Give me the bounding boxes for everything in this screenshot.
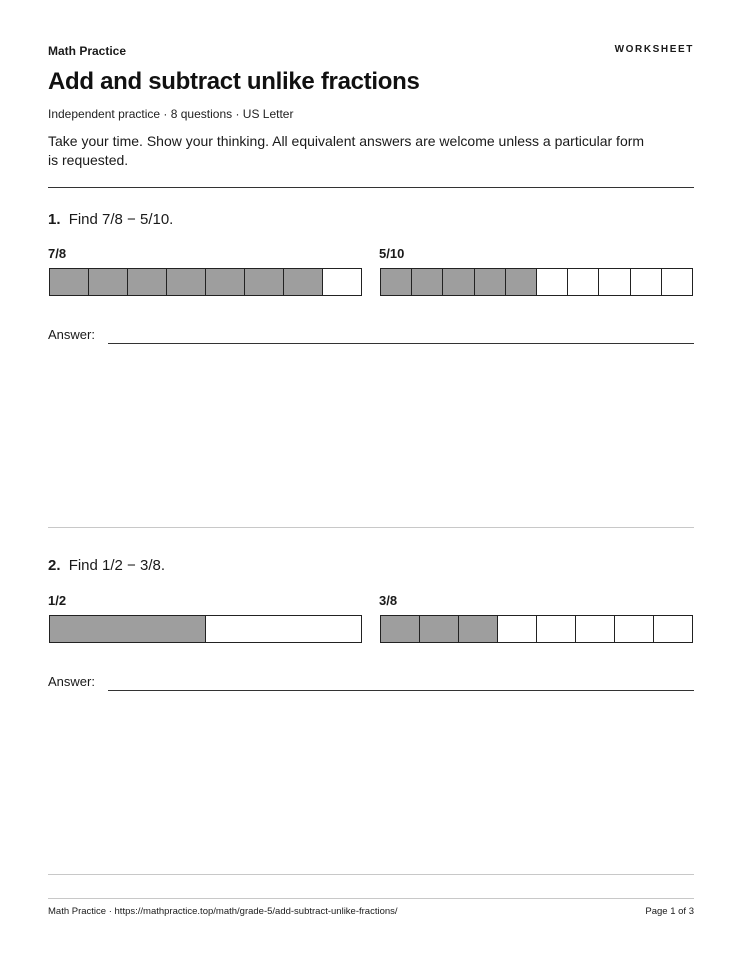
fraction-bar [49,615,362,643]
answer-label: Answer: [48,327,95,342]
fraction-bar-label: 7/8 [48,246,67,261]
fraction-cell-empty [661,269,692,295]
fraction-cell-shaded [442,269,473,295]
page-header [48,44,694,60]
fraction-cell-empty [567,269,598,295]
page-number: Page 1 of 3 [645,906,694,917]
brand-name: Math Practice [48,44,127,58]
fraction-cell-empty [322,269,361,295]
fraction-cell-shaded [244,269,283,295]
fraction-cell-shaded [411,269,442,295]
fraction-cell-shaded [205,269,244,295]
worksheet-page [48,0,694,960]
fraction-cell-empty [536,616,575,642]
fraction-cell-empty [497,616,536,642]
fraction-bar-label: 5/10 [379,246,405,261]
header-divider [48,187,694,188]
fraction-cell-empty [575,616,614,642]
fraction-cell-empty [614,616,653,642]
fraction-cell-empty [653,616,692,642]
answer-line[interactable] [108,343,694,344]
fraction-cell-shaded [381,616,419,642]
question-prompt [48,557,165,574]
fraction-bar-label: 1/2 [48,593,67,608]
fraction-cell-shaded [474,269,505,295]
question-text: Find 7/8 − 5/10. [68,211,174,228]
fraction-cell-empty [630,269,661,295]
fraction-cell-shaded [419,616,458,642]
fraction-cell-shaded [88,269,127,295]
question-number: 2. [48,557,61,574]
answer-label: Answer: [48,674,95,689]
fraction-cell-shaded [381,269,411,295]
fraction-bar [49,268,362,296]
fraction-cell-shaded [50,616,205,642]
fraction-cell-shaded [166,269,205,295]
fraction-cell-shaded [283,269,322,295]
fraction-cell-empty [536,269,567,295]
answer-line[interactable] [108,690,694,691]
footer-divider [48,898,694,899]
page-title: Add and subtract unlike fractions [48,68,420,95]
fraction-cell-empty [598,269,629,295]
instructions-text: Take your time. Show your thinking. All equivalent answers are welcome unless a particular form is requested. [48,133,645,168]
question-prompt [48,211,173,228]
fraction-bar-label: 3/8 [379,593,398,608]
fraction-bar [380,615,693,643]
fraction-cell-shaded [50,269,88,295]
question-divider [48,874,694,875]
question-divider [48,527,694,528]
question-text: Find 1/2 − 3/8. [68,557,166,574]
worksheet-meta: Independent practice · 8 questions · US Letter [48,107,294,121]
fraction-cell-shaded [458,616,497,642]
fraction-cell-shaded [127,269,166,295]
fraction-cell-empty [205,616,361,642]
document-type-label: WORKSHEET [614,44,694,55]
footer-source: Math Practice · https://mathpractice.top/math/grade-5/add-subtract-unlike-fractions/ [48,906,398,917]
fraction-cell-shaded [505,269,536,295]
question-number: 1. [48,211,61,228]
fraction-bar [380,268,693,296]
